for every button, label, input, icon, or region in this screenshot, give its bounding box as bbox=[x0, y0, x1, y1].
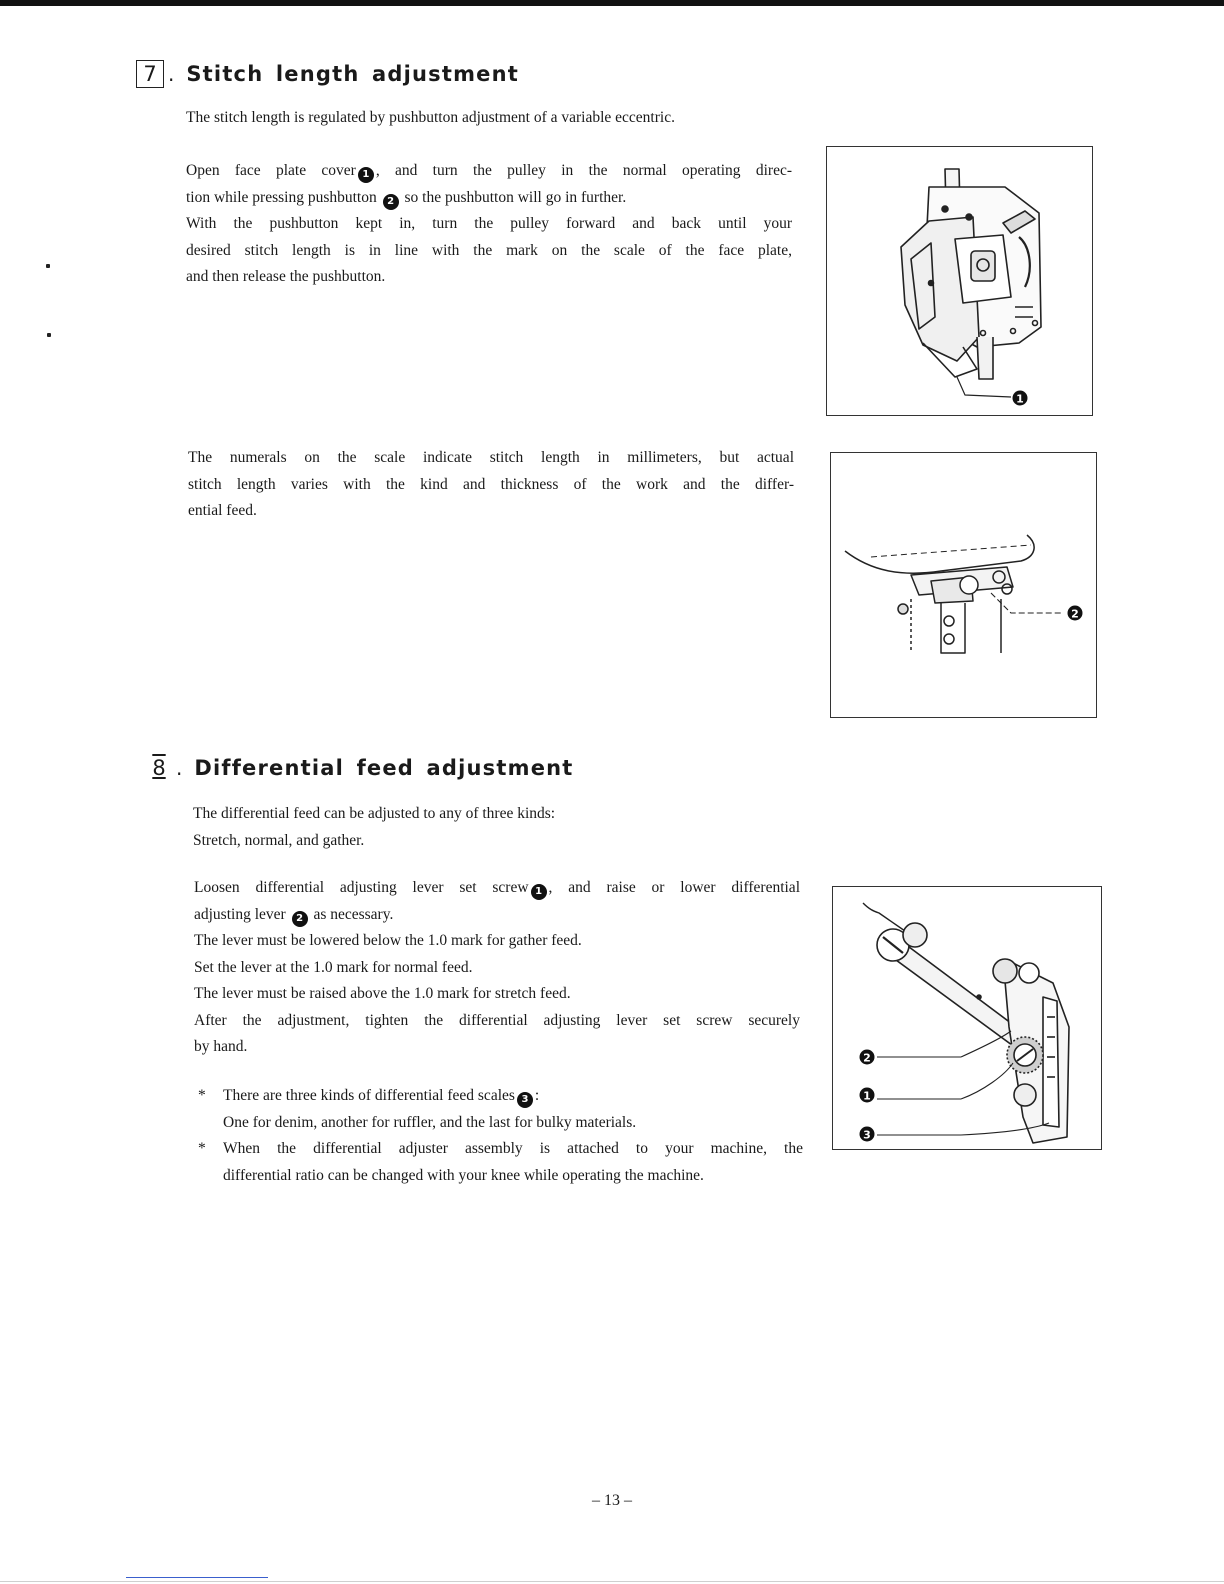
section-7-number: 7 bbox=[136, 60, 164, 88]
callout-label: 1 bbox=[863, 1089, 871, 1103]
page-number: – 13 – bbox=[592, 1492, 632, 1509]
section-8-intro: The differential feed can be adjusted to any of three kinds: Stretch, normal, and gather. bbox=[193, 805, 556, 849]
margin-mark bbox=[47, 333, 51, 337]
pushbutton-figure bbox=[830, 452, 1097, 718]
differential-lever-illustration bbox=[833, 887, 1101, 1149]
section-8-title: Differential feed adjustment bbox=[194, 756, 574, 780]
callout-1-icon: 1 bbox=[358, 167, 374, 183]
section-7-intro: The stitch length is regulated by pushbutton adjustment of a variable eccentric. bbox=[186, 109, 675, 126]
callout-label: 3 bbox=[863, 1128, 871, 1142]
callout-label: 2 bbox=[1071, 607, 1079, 621]
figure-callout-1 bbox=[860, 1088, 962, 1103]
section-8-number: 8 bbox=[152, 755, 166, 780]
margin-mark bbox=[46, 264, 50, 268]
callout-2-icon: 2 bbox=[383, 194, 399, 210]
section-8-steps: Loosen differential adjusting lever set screw 1 , and raise or lower differential adjusting lever 2 as necessary. The lever must be lowered below the 1.0 mark for gather feed. Set the lever at the 1.0 mark for normal feed. The lever must be raised above the 1.0 mark for stretch feed. After the adjustment, tighten the differential adjusting lever set screw securely by hand. bbox=[194, 879, 800, 1055]
figure-callout-2 bbox=[1068, 606, 1083, 621]
callout-label: 2 bbox=[863, 1051, 871, 1065]
pushbutton-illustration bbox=[831, 453, 1096, 717]
section-7-heading: 7 . Stitch length adjustment bbox=[136, 60, 519, 88]
section-7-steps: Open face plate cover 1 , and turn the pulley in the normal operating direc- tion while pressing pushbutton 2 so the pushbutton will go in further. With the pushbutton kept in, turn the pulley forward and back until your desired stitch length is in line with the mark on the scale of the face plate, and then release the pushbutton. bbox=[186, 162, 792, 285]
bottom-border bbox=[0, 1581, 1224, 1582]
figure-callout-3 bbox=[860, 1127, 962, 1142]
bottom-rule bbox=[126, 1577, 268, 1578]
callout-1-icon: 1 bbox=[531, 884, 547, 900]
bullet-item: * There are three kinds of differential feed scales 3 : One for denim, another for ruffler, and the last for bulky materials. bbox=[198, 1087, 637, 1131]
top-border bbox=[0, 0, 1224, 6]
section-8-heading: 8 . Differential feed adjustment bbox=[146, 755, 574, 781]
section-7-note: The numerals on the scale indicate stitch length in millimeters, but actual stitch length varies with the kind and thickness of the work and the differ- ential feed. bbox=[188, 449, 794, 519]
section-7-title: Stitch length adjustment bbox=[186, 62, 519, 86]
callout-label: 1 bbox=[1016, 392, 1024, 406]
face-plate-figure bbox=[826, 146, 1093, 416]
differential-feed-figure bbox=[832, 886, 1102, 1150]
callout-2-icon: 2 bbox=[292, 911, 308, 927]
callout-3-icon: 3 bbox=[517, 1092, 533, 1108]
face-plate-illustration bbox=[827, 147, 1092, 415]
bullet-item: * When the differential adjuster assembly is attached to your machine, the differential ratio can be changed with your knee while operating the machine. bbox=[198, 1140, 803, 1184]
figure-callout-2 bbox=[860, 1050, 962, 1065]
figure-callout-1 bbox=[1013, 391, 1028, 406]
